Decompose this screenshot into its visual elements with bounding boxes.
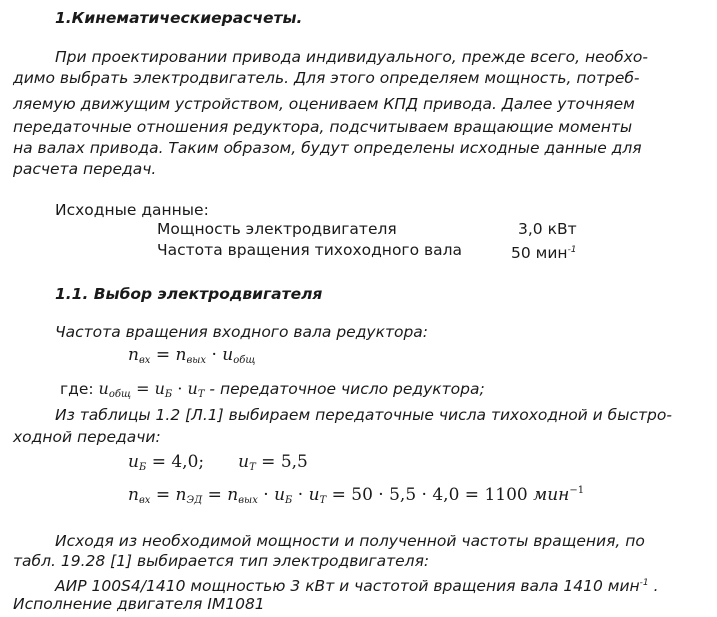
choice-line: табл. 19.28 [1] выбирается тип электродвигателя: — [13, 552, 430, 570]
speed-label: Частота вращения тихоходного вала — [157, 241, 463, 259]
execution-line: Исполнение двигателя IM1081 — [13, 595, 265, 613]
speed-value: 50 мин$^{-1}$ — [511, 244, 577, 262]
input-speed-label: Частота вращения входного вала редуктора: — [55, 323, 429, 341]
intro-line: передаточные отношения редуктора, подсчитываем вращающие моменты — [13, 118, 633, 136]
formula-motor-speed: $n_{вх} = n_{ЭД} = n_{вых} \cdot u_Б \cdot u_T = 50 \cdot 5,5 \cdot 4,0 = 1100$ мин$^{-1}$ — [128, 485, 585, 506]
initial-data-label: Исходные данные: — [55, 201, 209, 219]
choice-line: Исходя из необходимой мощности и полученной частоты вращения, по — [55, 532, 645, 550]
power-label: Мощность электродвигателя — [157, 220, 397, 238]
heading-motor-selection: 1.1. Выбор электродвигателя — [55, 285, 323, 303]
heading-kinematic: 1.Кинематическиерасчеты. — [55, 9, 303, 27]
formula-ratios: $u_Б = 4,0$; $u_T = 5,5$ — [128, 452, 308, 473]
table-line: ходной передачи: — [13, 428, 161, 446]
where-line: где: $u_{общ} = u_Б \cdot u_Т$ - передаточное число редуктора; — [60, 379, 485, 400]
intro-line: расчета передач. — [13, 160, 157, 178]
motor-line: АИР 100S4/1410 мощностью 3 кВт и частотой вращения вала 1410 мин$^{-1}$ . — [55, 577, 659, 595]
intro-line: ляемую движущим устройством, оцениваем КПД привода. Далее уточняем — [13, 95, 635, 113]
power-value: 3,0 кВт — [518, 220, 577, 238]
intro-line: При проектировании привода индивидуального, прежде всего, необхо- — [55, 48, 648, 66]
intro-line: на валах привода. Таким образом, будут определены исходные данные для — [13, 139, 642, 157]
intro-line: димо выбрать электродвигатель. Для этого определяем мощность, потреб- — [13, 69, 640, 87]
table-line: Из таблицы 1.2 [Л.1] выбираем передаточные числа тихоходной и быстро- — [55, 406, 672, 424]
formula-input-speed: $n_{вх} = n_{вых} \cdot u_{общ}$ — [128, 345, 256, 366]
